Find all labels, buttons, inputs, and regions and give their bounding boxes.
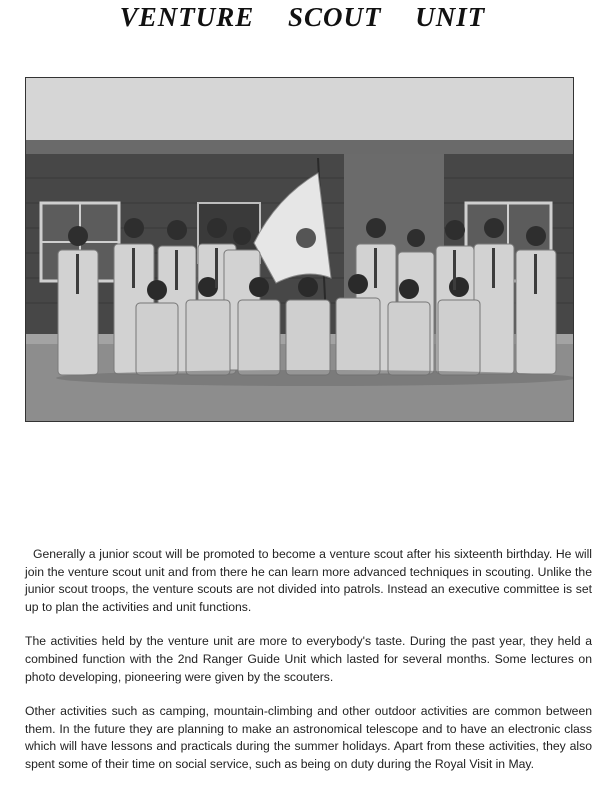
group-photo-image	[26, 78, 573, 421]
page-title: VENTURE SCOUT UNIT	[119, 2, 486, 32]
article-paragraph: Other activities such as camping, mountain-climbing and other outdoor activities are common between them. In the future they are planning to make an astronomical telescope and to have an electronic class which will have lessons and practicals during the summer holidays. Apart from these activities, they also spent some of their time on social service, such as being on duty during the Royal Visit in May.	[25, 704, 592, 771]
article-body	[25, 546, 592, 791]
group-photo	[25, 77, 574, 422]
article-paragraph: The activities held by the venture unit are more to everybody's taste. During the past year, they held a combined function with the 2nd Ranger Guide Unit which lasted for several months. Some lectures on photo developing, pioneering were given by the scouters.	[25, 634, 592, 684]
article-paragraph: Generally a junior scout will be promoted to become a venture scout after his sixteenth birthday. He will join the venture scout unit and from there he can learn more advanced techniques in scouting. Unlike the junior scout troops, the venture scouts are not divided into patrols. Instead an executive committee is set up to plan the activities and unit functions.	[25, 547, 592, 614]
